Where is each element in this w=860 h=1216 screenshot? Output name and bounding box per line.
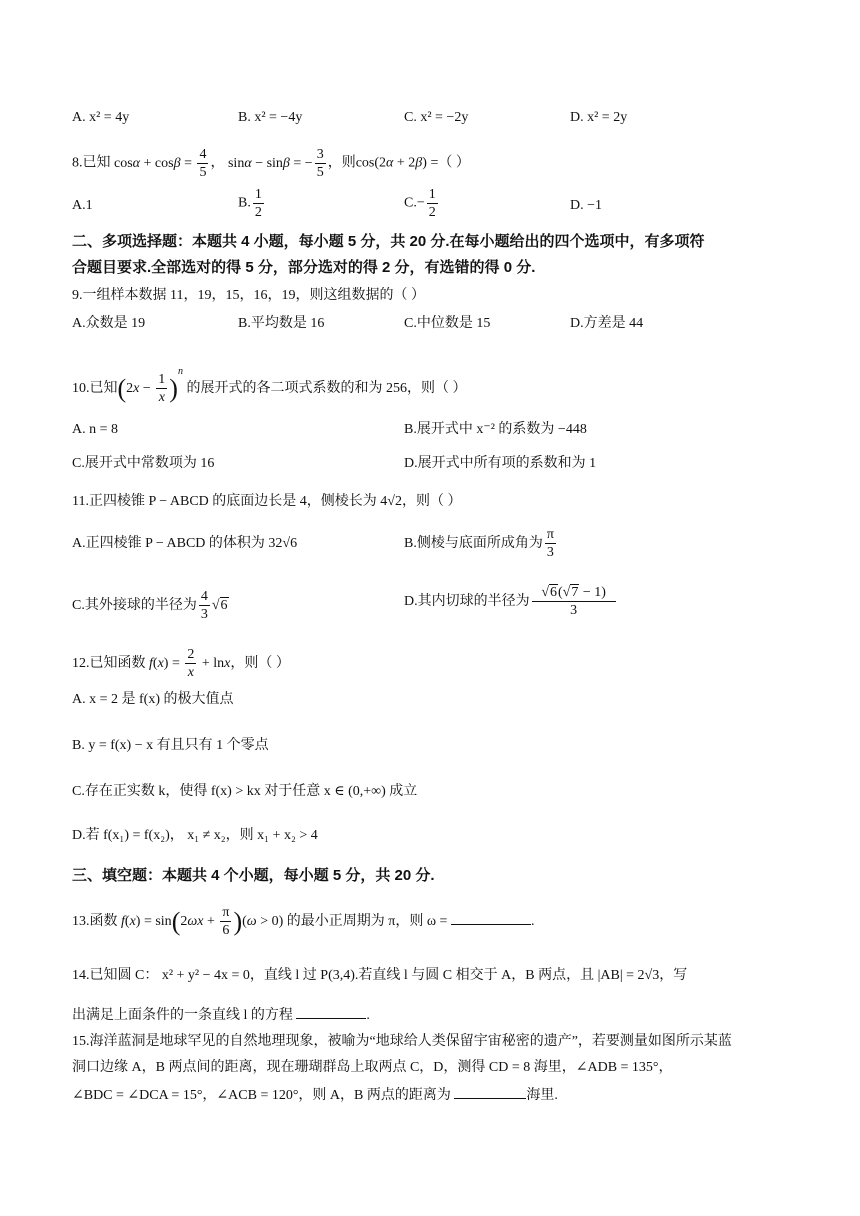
q13-answer-blank[interactable]: [451, 910, 531, 925]
q7-option-c: C. x² = −2y: [404, 110, 469, 125]
q10-stem: 10.已知(2x − $\frac{1}{x}$ )$^n$ 的展开式的各二项式系数的和为 256，则（ ）: [72, 366, 467, 406]
q8-option-b: B. $\frac{1}{2}$: [238, 187, 262, 220]
q12-option-d: D.若 f(x₁) = f(x₂)， x₁ ≠ x₂，则 x₁ + x₂ > 4: [72, 828, 318, 843]
q8-option-c: C.− $\frac{1}{2}$: [404, 187, 436, 220]
q11-stem: 11.正四棱锥 P − ABCD 的底面边长是 4，侧棱长为 4√2，则（ ）: [72, 494, 462, 509]
q11-option-c: C.其外接球的半径为 $\frac{4}{3}$ √6: [72, 589, 228, 623]
q12-option-a: A. x = 2 是 f(x) 的极大值点: [72, 692, 234, 707]
q15-line3: ∠BDC = ∠DCA = 15°，∠ACB = 120°，则 A，B 两点的距离为 海里.: [72, 1084, 558, 1106]
q9-option-b: B.平均数是 16: [238, 316, 325, 331]
q8-stem: 8.已知 cosα + cosβ = $\frac{4}{5}$ ， sinα − sinβ = − $\frac{3}{5}$ ，则cos(2α + 2β) =（ ）: [72, 147, 470, 180]
q9-option-c: C.中位数是 15: [404, 316, 491, 331]
q10-option-d: D.展开式中所有项的系数和为 1: [404, 456, 597, 471]
q12-stem: 12.已知函数 f(x) = $\frac{2}{x}$ + lnx，则（ ）: [72, 647, 290, 681]
q7-option-a: A. x² = 4y: [72, 110, 130, 125]
q10-option-a: A. n = 8: [72, 422, 119, 437]
q8-option-a: A.1: [72, 198, 93, 213]
q8-formula-1: cosα + cosβ = $\frac{4}{5}$: [114, 147, 207, 180]
q14-line1: 14.已知圆 C： x² + y² − 4x = 0，直线 l 过 P(3,4).若直线 l 与圆 C 相交于 A，B 两点，且 |AB| = 2√3，写: [72, 968, 688, 983]
q13-stem: 13.函数 f(x) = sin(2ωx + $\frac{\pi}{6}$ )(ω > 0) 的最小正周期为 π，则 ω = .: [72, 905, 535, 939]
q14-line2: 出满足上面条件的一条直线 l 的方程 .: [72, 1004, 370, 1026]
q11-option-b: B.侧棱与底面所成角为 $\frac{\pi}{3}$: [404, 527, 554, 561]
q14-answer-blank[interactable]: [296, 1004, 366, 1019]
q8-option-d: D. −1: [570, 198, 603, 213]
q7-option-d: D. x² = 2y: [570, 110, 628, 125]
q15-answer-blank[interactable]: [454, 1084, 526, 1099]
q9-option-d: D.方差是 44: [570, 316, 644, 331]
q10-option-b: B.展开式中 x⁻² 的系数为 −448: [404, 422, 587, 437]
q9-stem: 9.一组样本数据 11，19，15，16，19，则这组数据的（ ）: [72, 288, 425, 303]
section3-heading: 三、填空题：本题共 4 个小题，每小题 5 分，共 20 分.: [72, 867, 435, 884]
q11-option-d: D.其内切球的半径为 $\frac{√6(√7 - 1)}{3}$: [404, 584, 618, 620]
q10-option-c: C.展开式中常数项为 16: [72, 456, 215, 471]
q12-option-c: C.存在正实数 k，使得 f(x) > kx 对于任意 x ∈ (0,+∞) 成立: [72, 784, 418, 799]
section2-heading-line1: 二、多项选择题：本题共 4 小题，每小题 5 分，共 20 分.在每小题给出的四个选项中，有多项符: [72, 233, 705, 250]
q7-option-b: B. x² = −4y: [238, 110, 303, 125]
section2-heading-line2: 合题目要求.全部选对的得 5 分，部分选对的得 2 分，有选错的得 0 分.: [72, 259, 536, 276]
q9-option-a: A.众数是 19: [72, 316, 146, 331]
q11-option-a: A.正四棱锥 P − ABCD 的体积为 32√6: [72, 536, 298, 551]
q15-line1: 15.海洋蓝洞是地球罕见的自然地理现象，被喻为“地球给人类保留宇宙秘密的遗产”，若要测量如图所示某蓝: [72, 1034, 732, 1049]
q15-line2: 洞口边缘 A，B 两点间的距离，现在珊瑚群岛上取两点 C，D，测得 CD = 8 海里，∠ADB = 135°，: [72, 1060, 673, 1075]
q12-option-b: B. y = f(x) − x 有且只有 1 个零点: [72, 738, 269, 753]
q8-formula-2: sinα − sinβ = − $\frac{3}{5}$: [227, 147, 324, 180]
